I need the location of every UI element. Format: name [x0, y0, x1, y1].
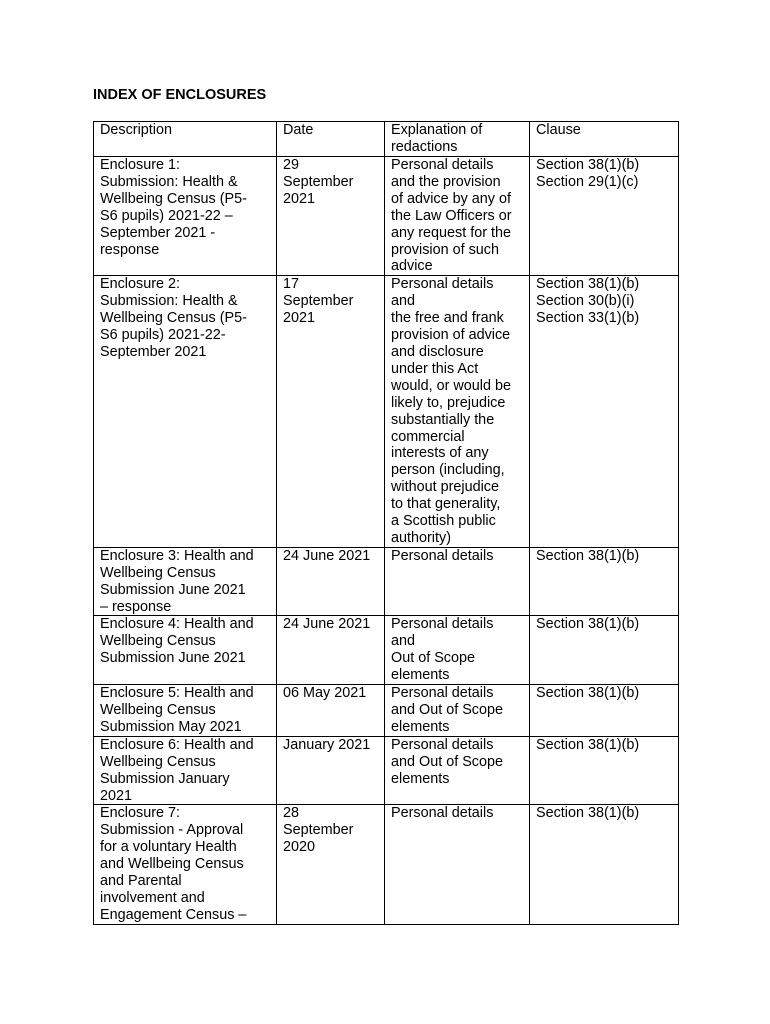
cell-description: Enclosure 5: Health and Wellbeing Census Submission May 2021 [94, 685, 277, 737]
cell-clause: Section 38(1)(b) Section 30(b)(i) Section 33(1)(b) [530, 276, 679, 548]
header-date: Date [277, 122, 385, 157]
cell-explanation: Personal details and Out of Scope elements [385, 685, 530, 737]
enclosures-table [93, 121, 679, 925]
header-explanation: Explanation of redactions [385, 122, 530, 157]
page-title: INDEX OF ENCLOSURES [93, 87, 267, 103]
cell-date: 29 September 2021 [277, 157, 385, 276]
cell-date: 06 May 2021 [277, 685, 385, 737]
table-row [94, 616, 679, 685]
table-row [94, 276, 679, 548]
cell-explanation: Personal details and Out of Scope elements [385, 616, 530, 685]
cell-date: 17 September 2021 [277, 276, 385, 548]
cell-description: Enclosure 6: Health and Wellbeing Census Submission January 2021 [94, 736, 277, 805]
cell-date: 28 September 2020 [277, 805, 385, 924]
table-row [94, 157, 679, 276]
table-row [94, 685, 679, 737]
cell-clause: Section 38(1)(b) [530, 616, 679, 685]
cell-explanation: Personal details [385, 805, 530, 924]
cell-description: Enclosure 4: Health and Wellbeing Census Submission June 2021 [94, 616, 277, 685]
table-row [94, 805, 679, 924]
cell-explanation: Personal details and the free and frank provision of advice and disclosure under this Act would, or would be likely to, prejudice substantially the commercial interests of any person (including, without prejudice to that generality, a Scottish public authority) [385, 276, 530, 548]
cell-clause: Section 38(1)(b) [530, 736, 679, 805]
cell-clause: Section 38(1)(b) Section 29(1)(c) [530, 157, 679, 276]
table-row [94, 547, 679, 616]
cell-explanation: Personal details and the provision of advice by any of the Law Officers or any request for the provision of such advice [385, 157, 530, 276]
table-row [94, 736, 679, 805]
table-header-row [94, 122, 679, 157]
cell-date: January 2021 [277, 736, 385, 805]
cell-description: Enclosure 2: Submission: Health & Wellbeing Census (P5- S6 pupils) 2021-22- September 2021 [94, 276, 277, 548]
cell-description: Enclosure 7: Submission - Approval for a voluntary Health and Wellbeing Census and Parental involvement and Engagement Census – [94, 805, 277, 924]
header-clause: Clause [530, 122, 679, 157]
cell-clause: Section 38(1)(b) [530, 805, 679, 924]
cell-clause: Section 38(1)(b) [530, 685, 679, 737]
cell-explanation: Personal details [385, 547, 530, 616]
cell-description: Enclosure 3: Health and Wellbeing Census Submission June 2021 – response [94, 547, 277, 616]
cell-explanation: Personal details and Out of Scope elements [385, 736, 530, 805]
cell-date: 24 June 2021 [277, 547, 385, 616]
cell-description: Enclosure 1: Submission: Health & Wellbeing Census (P5- S6 pupils) 2021-22 – September 2021 - response [94, 157, 277, 276]
cell-clause: Section 38(1)(b) [530, 547, 679, 616]
cell-date: 24 June 2021 [277, 616, 385, 685]
header-description: Description [94, 122, 277, 157]
